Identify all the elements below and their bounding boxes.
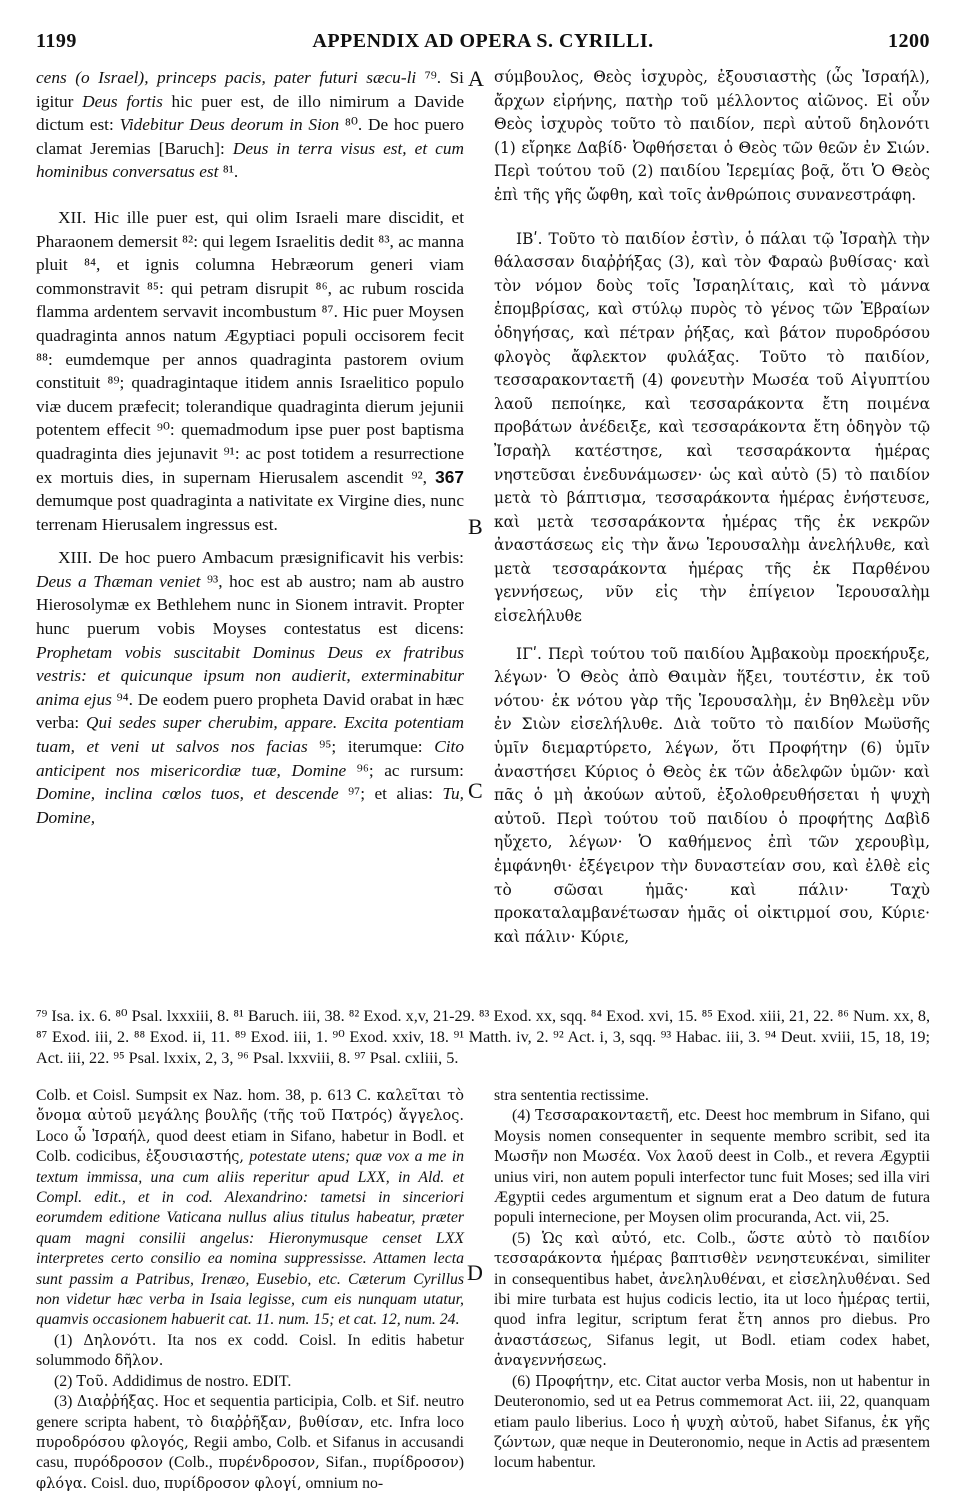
text-run: hic puer est, de illo nimirum a Davide dictum est: bbox=[36, 91, 464, 135]
text-run: (2) bbox=[54, 1372, 77, 1390]
text-run: ) bbox=[458, 1454, 465, 1472]
text-run: ⁹³, hoc est ab austro; nam ab austro Hierosolymæ ex Bethlehem nunc in Sionem intravit. Propter hunc puerum vobis Moyses contestatus est dicens: bbox=[36, 571, 464, 639]
text-run: Sed ibi mire turbata est hujus codicis lectio, ita ut loco bbox=[494, 1270, 930, 1309]
running-title: APPENDIX AD OPERA S. CYRILLI. bbox=[312, 30, 654, 52]
margin-letter-b: B bbox=[468, 514, 483, 539]
text-run: demumque post quadraginta a nativitate ex Virgine dies, nunc terrenam Hierusalem ingressus est. bbox=[36, 491, 464, 534]
margin-letter-a: A bbox=[468, 66, 484, 91]
text-run: etc. Deest hoc membrum in Sifano, qui Moysis nomen consequenter in sequente membro scribit, sed ita bbox=[494, 1107, 930, 1145]
margin-letter-d: D bbox=[467, 1260, 483, 1285]
text-run: Colb. et Coisl. Sumpsit ex Naz. hom. 38, p. 613 C. bbox=[36, 1087, 377, 1104]
greek-run: Διαῤῥήξας. bbox=[76, 1394, 160, 1411]
text-run: princeps pacis, pater futuri sæcu-li bbox=[157, 68, 417, 87]
greek-run: Ὡς καὶ αὐτό, bbox=[541, 1230, 652, 1247]
text-run: habet Sifanus, bbox=[778, 1413, 882, 1431]
text-run: Sifanus legit, ut Bodl. etiam codex habet, bbox=[592, 1331, 930, 1349]
greek-run: Μωσῆν bbox=[494, 1149, 549, 1166]
text-run: et bbox=[766, 1270, 789, 1288]
text-run: (Colb., bbox=[162, 1454, 219, 1472]
text-run: (4) bbox=[512, 1107, 536, 1125]
greek-run: δῆλον. bbox=[114, 1353, 164, 1370]
text-run: annos pro diebus. Pro bbox=[762, 1311, 930, 1329]
text-run: Ita nos ex codd. Coisl. In editis habetur solummodo bbox=[36, 1331, 464, 1370]
greek-run: ἡμέρας bbox=[837, 1292, 890, 1309]
greek-paragraph: ΙΒʹ. Τοῦτο τὸ παιδίον ἐστὶν, ὁ πάλαι τῷ Ἰσραὴλ τὴν θάλασσαν διαῤῥήξας (3), καὶ τὸν Φαραὼ βυθίσας· καὶ τὸν νόμον δοὺς τοῖς Ἰσραηλίταις, καὶ τὸ μάννα ἐπομβρίσας, καὶ στύλῳ πυρὸς τὸ γένος τῶν Ἑβραίων ὁδηγήσας, καὶ πέτραν ῥήξας, καὶ βάτον πυροδρόσου φλογὸς ἄφλεκτον φυλάξας. Τοῦτο τὸ παιδίον, τεσσαρακονταετῆ (4) φονευτὴν Μωσέα τοῦ Αἰγυπτίου λαοῦ πεποίηκε, καὶ τεσσαράκοντα ἔτη ποιμένα προβάτων ἀνέδειξε, καὶ τεσσαράκοντα ἔτη ὁδηγὸν τῷ Ἰσραὴλ κατέστησε, καὶ τεσσαράκοντα ἡμέρας νηστεῦσαι ἐνεδυνάμωσεν· ὡς καὶ αὐτὸ (5) τὸ παιδίον μετὰ τὸ βάπτισμα, τεσσαράκοντα ἡμέρας ἐνήστευσε, καὶ μετὰ τεσσαράκοντα ἡμέρας τῆς ἐκ νεκρῶν ἀναστάσεως εἰς τὴν ἄνω Ἱερουσαλὴμ ἀνελήλυθε, καὶ μετὰ τεσσαράκοντα ἡμέρας τῆς ἐκ Παρθένου γεννήσεως, νῦν εἰς τὴν ἐπίγειον Ἱερουσαλὴμ εἰσελήλυθε bbox=[494, 229, 930, 626]
greek-paragraph: σύμβουλος, Θεὸς ἰσχυρὸς, ἐξουσιαστὴς (ὦς Ἰσραήλ), ἄρχων εἰρήνης, πατὴρ τοῦ μέλλοντος αἰῶνος. Εἰ οὖν Θεὸς ἰσχυρὸς τοῦτο τὸ παιδίον, περὶ αὐτοῦ δηλονότι (1) εἴρηκε Δαβίδ· Ὀφθήσεται ὁ Θεὸς τῶν θεῶν ἐν Σιών. Περὶ τούτου τοῦ (2) παιδίου Ἱερεμίας βοᾷ, ὅτι Ὁ Θεὸς ἐπὶ τῆς γῆς ὤφθη, καὶ τοῖς ἀνθρώποις συνανεστράφη. bbox=[494, 68, 930, 204]
greek-run: Προφήτην, bbox=[535, 1373, 614, 1390]
text-run: XII. Hic ille puer est, qui olim Israeli mare discidit, et Pharaonem demersit ⁸²: qui legem Israelitis dedit ⁸³, ac manna pluit ⁸⁴, et ignis columna Hebræorum generi viam commonstravit ⁸⁵: qui petram disrupit ⁸⁶, ac rubum roscida flamma ardentem servavit incombustum ⁸⁷. Hic puer Moysen quadraginta annos natum Ægyptiaci populi occisorem fecit ⁸⁸: eumdemque per annos quadraginta pastorem ovium constituit ⁸⁹; quadragintaque itidem annis Israelitico populo viæ ducem præfecit; tolerandique quadraginta dierum jejunii potentem effecit ⁹⁰: quemadmodum ipse puer post baptisma quadraginta dies jejunavit ⁹¹: ac post totidem a resurrectione ex mortuis dies, in supernam Hierusalem ascendit ⁹², bbox=[36, 207, 464, 487]
text-run: non bbox=[548, 1148, 583, 1166]
greek-run: ἔτη bbox=[737, 1312, 763, 1329]
note bbox=[36, 1331, 464, 1372]
text-run: ⁹⁷; et alias: bbox=[338, 784, 443, 804]
greek-run: πυρόδροσον bbox=[73, 1455, 163, 1472]
greek-run: πυρίδροσον φλογί, bbox=[163, 1475, 302, 1492]
note bbox=[36, 1392, 464, 1494]
text-run: similiter in consequentibus habet, bbox=[494, 1250, 930, 1288]
text-run: cens (o Israel), bbox=[36, 68, 158, 87]
text-run: Domine, inclina cœlos tuos, et descende bbox=[36, 784, 339, 804]
greek-run: ἡ ψυχὴ αὐτοῦ, bbox=[670, 1414, 779, 1431]
greek-run: ὦ Ἰσραήλ, bbox=[74, 1128, 151, 1145]
greek-run: φλόγα. bbox=[36, 1475, 88, 1492]
text-run: (3) bbox=[54, 1393, 77, 1411]
greek-run: πυροδρόσου φλογός, bbox=[36, 1434, 189, 1451]
text-run: etc. Infra loco bbox=[363, 1413, 464, 1431]
margin-letter-c: C bbox=[468, 778, 483, 803]
latin-paragraph bbox=[36, 546, 464, 829]
text-run: etc. Citat auctor verba Mosis, non ut habentur in Deuteronomio, sed ut ea Petrus commemorat Act. iii, 22, quanquam etiam paulo liberius. Loco bbox=[494, 1372, 931, 1431]
text-run: Qui sedes super cherubim, appare. Excita potentiam tuam, et veni ut salvos nos facias bbox=[36, 713, 464, 757]
text-run: Hoc et sequentia participia, Colb. et Sif. neutro genere scripta habent, bbox=[36, 1393, 465, 1431]
text-run: Vox bbox=[640, 1148, 677, 1166]
text-run: Videbitur Deus deorum in Sion bbox=[119, 115, 340, 135]
greek-run: λαοῦ bbox=[676, 1149, 714, 1166]
text-run: Loco bbox=[36, 1127, 75, 1145]
text-run: ⁹⁵; iterumque: bbox=[307, 737, 435, 757]
greek-run: ἀναγεννήσεως. bbox=[494, 1353, 607, 1370]
text-run: Deus in terra visus est, et cum hominibus conversatus est bbox=[36, 138, 464, 182]
greek-run: εἰσεληλυθέναι. bbox=[788, 1271, 901, 1288]
text-run: XIII. De hoc puero Ambacum præsignificavit his verbis: bbox=[58, 548, 464, 568]
text-run: (5) bbox=[512, 1229, 542, 1247]
greek-run: καλεῖται τὸ ὄνομα αὐτοῦ μεγάλης βουλῆς (τῆς τοῦ Πατρός) ἄγγελος. bbox=[36, 1088, 465, 1125]
text-run: (6) bbox=[512, 1372, 536, 1390]
text-run: (1) bbox=[54, 1331, 84, 1349]
latin-paragraph bbox=[36, 206, 464, 536]
text-run: ⁸¹. bbox=[218, 162, 239, 182]
greek-run: Τοῦ. bbox=[76, 1373, 109, 1390]
text-run: Cito anticipent nos misericordiæ tuæ, Domine bbox=[36, 737, 464, 780]
text-run: quæ neque in Deuteronomio, neque in Actis ad præsentem locum habentur. bbox=[494, 1433, 930, 1472]
right-column-number: 1200 bbox=[888, 30, 930, 52]
notes-left-column bbox=[36, 1086, 464, 1494]
greek-run: ἀνεληλυθέναι, bbox=[658, 1271, 767, 1288]
text-run: ⁹⁴. De eodem puero propheta David orabat in hæc verba: bbox=[36, 689, 464, 733]
text-run: ⁸⁰. De hoc puero clamat Jeremias [Baruch]: bbox=[36, 115, 464, 158]
greek-run: ἀναστάσεως, bbox=[494, 1332, 593, 1349]
text-run: Sifan., bbox=[319, 1454, 373, 1472]
notes-right-column bbox=[494, 1086, 930, 1474]
text-run: Addidimus de nostro. EDIT. bbox=[108, 1372, 292, 1390]
page-header bbox=[36, 30, 930, 60]
note bbox=[494, 1106, 930, 1228]
footnote-references: ⁷⁹ Isa. ix. 6. ⁸⁰ Psal. lxxxiii, 8. ⁸¹ Baruch. iii, 38. ⁸² Exod. x,v, 21-29. ⁸³ Exod. xx, sqq. ⁸⁴ Exod. xvi, 15. ⁸⁵ Exod. xiii, 21, 22. ⁸⁶ Num. xx, 8, ⁸⁷ Exod. iii, 2. ⁸⁸ Exod. ii, 11. ⁸⁹ Exod. iii, 1. ⁹⁰ Exod. xxiv, 18. ⁹¹ Matth. iv, 2. ⁹² Act. i, 3, sqq. ⁹³ Habac. iii, 3. ⁹⁴ Deut. xviii, 15, 18, 19; Act. iii, 22. ⁹⁵ Psal. lxxix, 2, 3, ⁹⁶ Psal. lxxviii, 8. ⁹⁷ Psal. cxliii, 5. bbox=[36, 1007, 930, 1067]
note bbox=[494, 1372, 930, 1474]
text-run: etc. Colb., bbox=[651, 1229, 748, 1247]
text-run: quod deest etiam in Sifano, habetur in Bodl. et Colb. codicibus, bbox=[36, 1127, 464, 1166]
text-run: omnium no- bbox=[301, 1474, 384, 1492]
text-run: Prophetam vobis suscitabit Dominus Deus ex fratribus vestris: et quicunque ipsum non audierit, exterminabitur anima ejus bbox=[36, 642, 464, 709]
text-run: Deus fortis bbox=[82, 91, 163, 111]
note bbox=[494, 1229, 930, 1372]
text-run: Tu, Domine, bbox=[36, 784, 464, 827]
text-run: Regii ambo, Colb. et Sifanus in accusandi casu, bbox=[36, 1433, 464, 1472]
text-run: ⁷⁹. Si igitur bbox=[36, 68, 464, 111]
note: stra sententia rectissime. bbox=[494, 1087, 649, 1104]
text-run: ⁹⁶; ac rursum: bbox=[346, 760, 464, 780]
greek-paragraph: ΙΓʹ. Περὶ τούτου τοῦ παιδίου Ἀμβακοὺμ προεκήρυξε, λέγων· Ὁ Θεὸς ἀπὸ Θαιμὰν ἥξει, τουτέστιν, ἐκ τοῦ νότου· ἐκ νότου γὰρ τῆς Ἱερουσαλὴμ, ἐν Βηθλεὲμ νῦν ἐν Σιὼν εἰσελήλυθε. Διὰ τοῦτο τὸ παιδίον Μωϋσῆς ὑμῖν διεμαρτύρετο, λέγων, ὅτι Προφήτην (6) ὑμῖν ἀναστήσει Κύριος ὁ Θεὸς ἐκ τῶν ἀδελφῶν ὑμῶν· καὶ πᾶς ὁ μὴ ἀκούων αὐτοῦ, ἐξολοθρευθήσεται ἡ ψυχὴ αὐτοῦ. Περὶ τούτου τοῦ παιδίου ὁ προφήτης Δαβὶδ ηὔχετο, λέγων· Ὁ καθήμενος ἐπὶ τῶν χερουβὶμ, ἐμφάνηθι· ἐξέγειρον τὴν δυναστείαν σου, καὶ ἐλθὲ εἰς τὸ σῶσαι ἡμᾶς· καὶ πάλιν· Ταχὺ προκαταλαμβανέτωσαν ἡμᾶς οἱ οἰκτιρμοί σου, Κύριε· καὶ πάλιν· Κύριε, bbox=[494, 644, 930, 946]
greek-run: Τεσσαρακονταετῆ, bbox=[535, 1108, 674, 1125]
text-run: Coisl. duo, bbox=[87, 1474, 164, 1492]
greek-run: τὸ διαῤῥῆξαν, βυθίσαν, bbox=[186, 1414, 364, 1431]
note bbox=[36, 1086, 464, 1331]
note bbox=[36, 1372, 464, 1392]
text-run: potestate utens; quæ vox a me in textum immissa, una cum aliis reperitur apud LXX, in Ald. et Compl. edit., et in cod. Alexandrino: tametsi in sinceriori eorumdem editione Vaticana nullus alius titulus habeatur, præter quam magni consilii angelus: Hieronymusque censet LXX interpretes certo consilio ea nomina suppressisse. Attamen lecta sunt passim a Patribus, Irenæo, Eusebio, etc. Cæterum Cyrillus non videtur hæc verba in Isaia legisse, cum eis nunquam utatur, quamvis occasionem habuerit cat. 11. num. 15; et cat. 12, num. 24. bbox=[36, 1148, 464, 1329]
greek-run: Δηλονότι. bbox=[83, 1332, 157, 1349]
greek-run: ἐκ γῆς ζώντων, bbox=[494, 1414, 930, 1451]
text-run: Deus a Thæman veniet bbox=[36, 571, 201, 591]
page-marker: 367 bbox=[435, 466, 464, 487]
latin-column bbox=[36, 66, 464, 829]
greek-run: ὥστε αὐτὸ τὸ παιδίον τεσσαράκοντα ἡμέρας βαπτισθὲν νενηστευκέναι, bbox=[494, 1230, 930, 1268]
greek-column bbox=[494, 66, 930, 949]
greek-run: πυρίδροσον bbox=[372, 1455, 459, 1472]
greek-run: Μωσέα. bbox=[582, 1149, 641, 1166]
latin-paragraph bbox=[36, 66, 464, 184]
greek-run: πυρένδροσον, bbox=[218, 1455, 320, 1472]
text-run: deest in Colb., et revera Ægyptii unius viri, non autem populi interfector tunc fuit Moses; sed illa viri Ægyptii cedes argumentum et signum erat a Deo datum de futura populi internecione, per Moysen olim procuranda, Act. vii, 25. bbox=[494, 1148, 930, 1227]
text-run: tertii, quod infra legitur, scriptum ferat bbox=[494, 1291, 931, 1329]
greek-run: ἐξουσιαστής, bbox=[145, 1149, 244, 1166]
left-column-number: 1199 bbox=[36, 30, 77, 52]
